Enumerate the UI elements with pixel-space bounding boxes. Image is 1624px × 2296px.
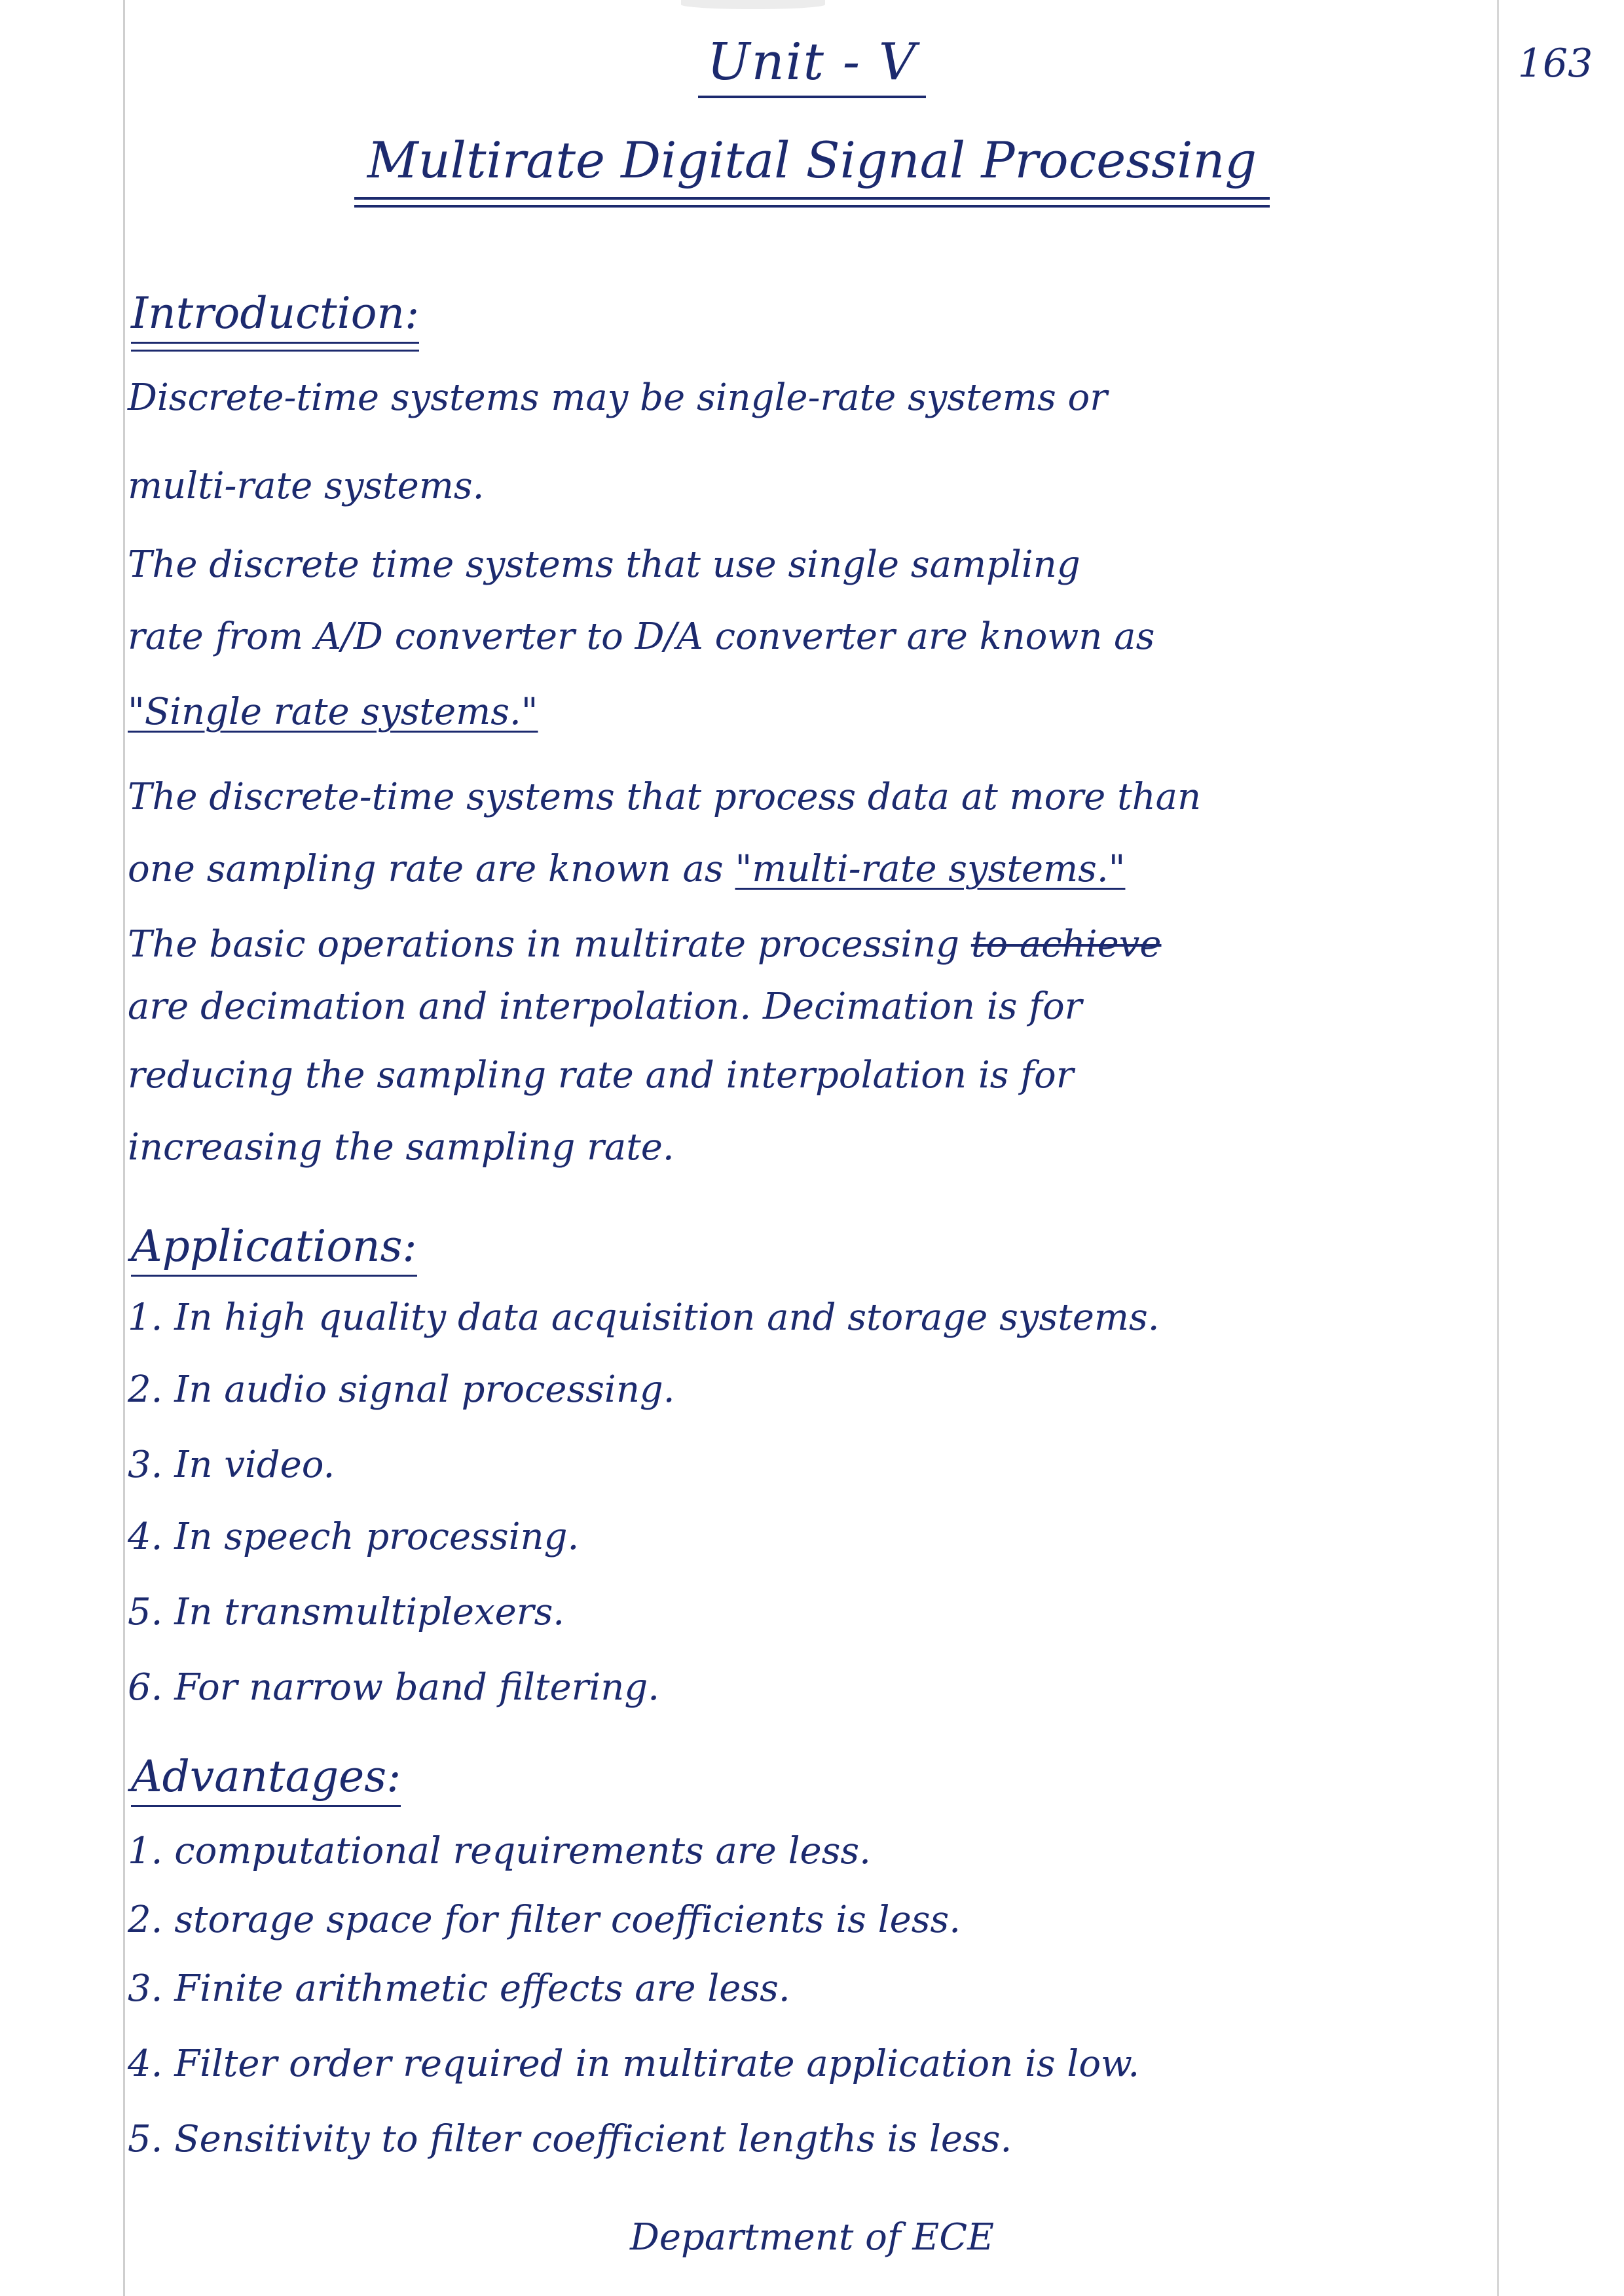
application-item-5: 5. In transmultiplexers.	[128, 1591, 565, 1633]
introduction-heading-text: Introduction:	[131, 288, 420, 338]
applications-heading	[131, 1221, 417, 1271]
intro-line-11: increasing the sampling rate.	[128, 1126, 674, 1169]
advantage-item-3: 3. Finite arithmetic effects are less.	[128, 1967, 790, 2010]
page-number: 163	[1517, 41, 1593, 86]
application-item-4: 4. In speech processing.	[128, 1516, 580, 1558]
application-item-2: 2. In audio signal processing.	[128, 1368, 675, 1411]
intro-line-7	[128, 848, 1490, 890]
advantage-item-4: 4. Filter order required in multirate application is low.	[128, 2043, 1140, 2085]
intro-line-9: are decimation and interpolation. Decimation is for	[128, 985, 1082, 1028]
application-item-6: 6. For narrow band filtering.	[128, 1666, 659, 1709]
intro-line-8	[128, 923, 1490, 966]
intro-line-2: multi-rate systems.	[128, 465, 485, 507]
intro-line-5	[128, 691, 1490, 733]
intro-line-3: The discrete time systems that use single sampling	[128, 543, 1080, 586]
introduction-heading	[131, 288, 419, 338]
multi-rate-term: "multi-rate systems."	[735, 848, 1126, 890]
intro-line-10: reducing the sampling rate and interpolation is for	[128, 1054, 1074, 1097]
unit-title-text: Unit - V	[698, 33, 927, 92]
struck-out-text: to achieve	[970, 923, 1162, 966]
main-title-text: Multirate Digital Signal Processing	[354, 131, 1270, 189]
intro-line-1: Discrete-time systems may be single-rate systems or	[128, 376, 1107, 419]
left-margin-line	[123, 0, 125, 2296]
advantage-item-5: 5. Sensitivity to filter coefficient lengths is less.	[128, 2118, 1012, 2160]
advantage-item-2: 2. storage space for filter coefficients is less.	[128, 1899, 961, 1941]
advantage-item-1: 1. computational requirements are less.	[128, 1830, 871, 1872]
intro-line-8-text: The basic operations in multirate processing	[128, 923, 960, 966]
main-title	[0, 131, 1624, 189]
intro-line-6: The discrete-time systems that process data at more than	[128, 776, 1202, 818]
intro-line-7-text: one sampling rate are known as	[128, 848, 724, 890]
unit-title	[0, 33, 1624, 92]
application-item-1: 1. In high quality data acquisition and storage systems.	[128, 1296, 1160, 1339]
advantages-heading	[131, 1751, 401, 1802]
single-rate-term: "Single rate systems."	[128, 691, 538, 733]
intro-line-4: rate from A/D converter to D/A converter are known as	[128, 615, 1155, 658]
applications-heading-text: Applications:	[131, 1221, 417, 1271]
paper-smudge	[681, 0, 825, 9]
advantages-heading-text: Advantages:	[131, 1751, 401, 1802]
department-footer: Department of ECE	[629, 2216, 994, 2259]
right-margin-line	[1497, 0, 1499, 2296]
application-item-3: 3. In video.	[128, 1444, 335, 1486]
